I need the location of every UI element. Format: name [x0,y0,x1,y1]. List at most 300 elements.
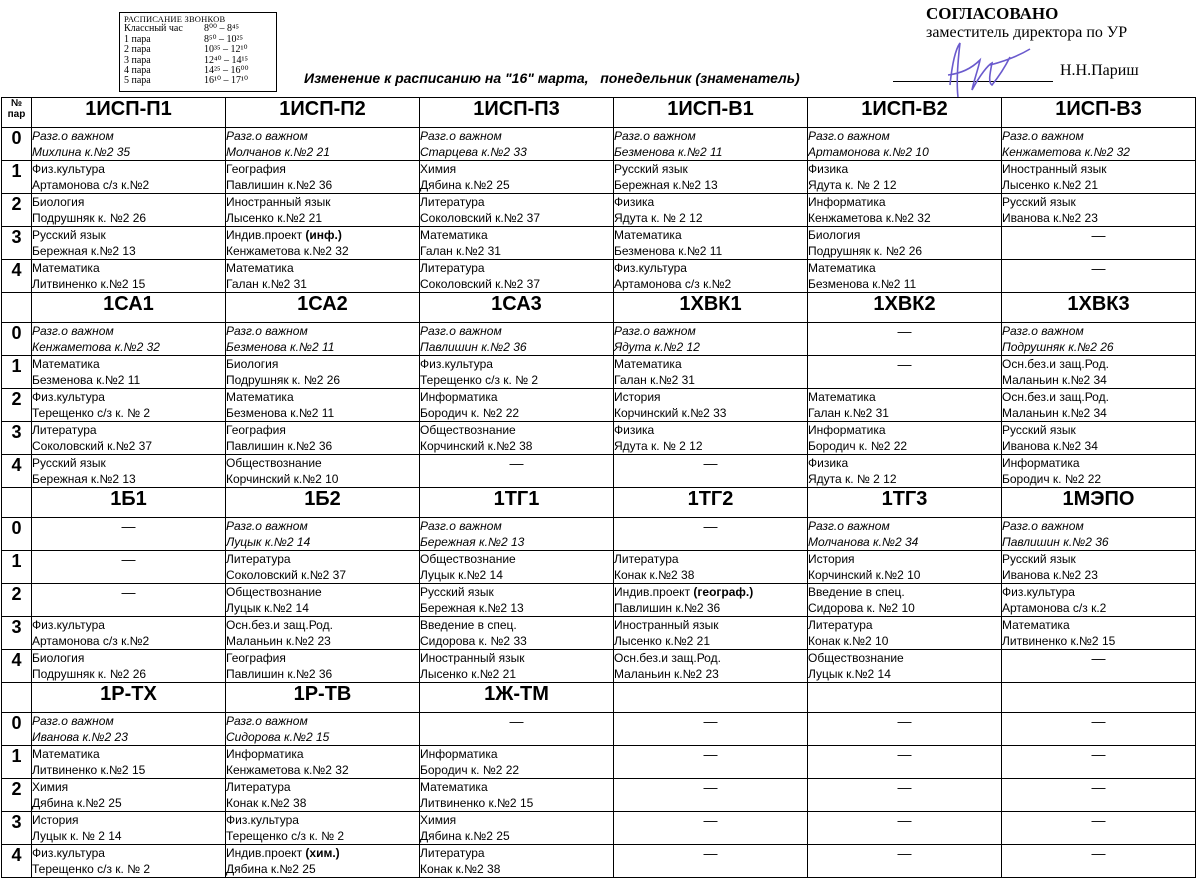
group-name: 1ИСП-П3 [420,98,614,128]
lesson-cell [420,518,614,551]
lesson-row [2,518,1196,551]
empty-lesson-cell: — [808,356,1002,389]
subject: Математика [420,780,488,794]
subject: Математика [32,261,100,275]
subject: Индив.проект (хим.) [226,846,340,860]
teacher-room: Иванова к.№2 23 [1002,568,1098,582]
lesson-cell [420,584,614,617]
subject: Литература [808,618,873,632]
empty-lesson-cell: — [32,518,226,551]
lesson-cell [226,845,420,878]
teacher-room: Маланьин к.№2 23 [614,667,719,681]
teacher-room: Бережная к.№2 13 [420,535,525,549]
number-header: № пар [2,98,32,128]
subject: Осн.без.и защ.Род. [614,651,721,665]
lesson-cell [420,650,614,683]
subject: Физ.культура [32,846,105,860]
lesson-row [2,323,1196,356]
lesson-number: 2 [2,194,32,227]
teacher-room: Павлишин к.№2 36 [226,439,333,453]
lesson-cell [226,422,420,455]
teacher-room: Павлишин к.№2 36 [614,601,721,615]
teacher-room: Терещенко с/з к. № 2 [32,862,151,876]
subject: Литература [614,552,679,566]
empty-lesson-cell: — [420,713,614,746]
teacher-room: Безменова к.№2 11 [226,340,335,354]
group-name: 1Р-ТВ [226,683,420,713]
lesson-number: 1 [2,161,32,194]
teacher-room: Артамонова к.№2 10 [808,145,929,159]
bell-row-label: 5 пара [124,75,151,87]
bell-row-time: 8⁰⁰ – 8⁴⁵ [204,23,239,35]
teacher-room: Павлишин к.№2 36 [226,667,333,681]
teacher-room: Артамонова с/з к.№2 [32,178,150,192]
group-header-row [2,683,1196,713]
teacher-room: Подрушняк к. №2 26 [226,373,341,387]
teacher-room: Молчанова к.№2 34 [808,535,919,549]
lesson-number: 3 [2,617,32,650]
empty-lesson-cell: — [808,845,1002,878]
teacher-room: Ядута к.№2 12 [614,340,700,354]
subject: Разг.о важном [226,129,308,143]
subject: Физ.культура [614,261,687,275]
teacher-room: Бородич к. №2 22 [808,439,908,453]
subject: Физика [614,423,655,437]
empty-lesson-cell: — [1002,779,1196,812]
teacher-room: Бережная к.№2 13 [32,244,136,258]
group-name: 1ХВК2 [808,293,1002,323]
teacher-room: Луцык к.№2 14 [420,568,503,582]
teacher-room: Бережная к.№2 13 [614,178,718,192]
lesson-number: 1 [2,356,32,389]
empty-lesson-cell: — [808,779,1002,812]
subject: Обществознание [226,585,322,599]
teacher-room: Михлина к.№2 35 [32,145,131,159]
lesson-cell [420,389,614,422]
group-name [808,683,1002,713]
lesson-cell [226,323,420,356]
lesson-number: 2 [2,584,32,617]
teacher-room: Лысенко к.№2 21 [420,667,517,681]
subject: История [32,813,79,827]
teacher-room: Соколовский к.№2 37 [226,568,346,582]
subject: Иностранный язык [1002,162,1107,176]
lesson-cell [420,845,614,878]
subject: Математика [1002,618,1070,632]
teacher-room: Соколовский к.№2 37 [32,439,152,453]
bell-row-label: 3 пара [124,54,151,66]
subject: Разг.о важном [420,324,502,338]
lesson-row [2,845,1196,878]
teacher-room: Лысенко к.№2 21 [614,634,711,648]
teacher-room: Безменова к.№2 11 [614,145,723,159]
lesson-number: 4 [2,455,32,488]
empty-lesson-cell: — [32,551,226,584]
teacher-room: Ядута к. № 2 12 [614,211,703,225]
group-name: 1ТГ3 [808,488,1002,518]
subject: Разг.о важном [808,129,890,143]
lesson-cell [32,161,226,194]
teacher-room: Луцык к. № 2 14 [32,829,122,843]
empty-lesson-cell: — [1002,650,1196,683]
group-name: 1ХВК3 [1002,293,1196,323]
subject: Разг.о важном [614,129,696,143]
teacher-room: Молчанов к.№2 21 [226,145,330,159]
subject: Литература [420,195,485,209]
teacher-room: Литвиненко к.№2 15 [32,277,146,291]
subject: География [226,162,286,176]
subject: Информатика [226,747,304,761]
subject: Индив.проект (инф.) [226,228,342,242]
lesson-row [2,713,1196,746]
lesson-number: 1 [2,551,32,584]
teacher-room: Галан к.№2 31 [420,244,501,258]
empty-lesson-cell: — [614,779,808,812]
teacher-room: Корчинский к.№2 10 [226,472,339,486]
subject: Иностранный язык [420,651,525,665]
lesson-cell [420,194,614,227]
lesson-number: 0 [2,713,32,746]
subject: Русский язык [1002,552,1076,566]
teacher-room: Луцык к.№2 14 [808,667,891,681]
teacher-room: Кенжаметова к.№2 32 [808,211,931,225]
teacher-room: Иванова к.№2 23 [32,730,128,744]
lesson-cell [32,356,226,389]
bell-row-time: 14²⁵ – 16⁰⁰ [204,65,249,77]
subject: Обществознание [226,456,322,470]
subject: Литература [226,552,291,566]
subject: Физика [808,162,849,176]
approval-role: заместитель директора по УР [926,24,1128,41]
subject: Биология [808,228,861,242]
lesson-row [2,356,1196,389]
subject: Русский язык [1002,195,1076,209]
lesson-cell [32,260,226,293]
teacher-room: Литвиненко к.№2 15 [1002,634,1116,648]
subject: Осн.без.и защ.Род. [1002,357,1109,371]
subject: Литература [420,261,485,275]
lesson-cell [1002,323,1196,356]
empty-lesson-cell: — [614,746,808,779]
lesson-cell [1002,455,1196,488]
subject: Биология [32,195,85,209]
subject: Математика [614,228,682,242]
bell-row-label: 1 пара [124,33,151,45]
teacher-room: Безменова к.№2 11 [808,277,917,291]
schedule-table [1,97,1196,878]
teacher-room: Подрушняк к. №2 26 [32,667,147,681]
subject: Физ.культура [32,390,105,404]
subject: Русский язык [32,228,106,242]
subject: Физ.культура [32,162,105,176]
lesson-cell [808,260,1002,293]
lesson-cell [420,617,614,650]
bell-row-time: 12⁴⁰ – 14¹⁵ [204,54,248,66]
teacher-room: Конак к.№2 38 [226,796,307,810]
lesson-cell [808,455,1002,488]
empty-lesson-cell: — [1002,845,1196,878]
lesson-cell [226,389,420,422]
signature-image [930,35,1040,105]
empty-lesson-cell: — [614,812,808,845]
teacher-room: Галан к.№2 31 [808,406,889,420]
lesson-row [2,779,1196,812]
subject: Обществознание [420,552,516,566]
lesson-row [2,389,1196,422]
lesson-row [2,584,1196,617]
teacher-room: Терещенко с/з к. № 2 [420,373,539,387]
subject: Информатика [808,423,886,437]
bell-row-label: 2 пара [124,44,151,56]
lesson-cell [226,356,420,389]
lesson-cell [32,227,226,260]
subject: Информатика [420,390,498,404]
lesson-cell [614,650,808,683]
teacher-room: Ядута к. № 2 12 [614,439,703,453]
teacher-room: Кенжаметова к.№2 32 [226,763,349,777]
lesson-cell [808,422,1002,455]
lesson-cell [226,779,420,812]
subject: Информатика [808,195,886,209]
lesson-number: 0 [2,518,32,551]
lesson-cell [32,194,226,227]
lesson-number: 4 [2,650,32,683]
bell-row-label: 4 пара [124,65,151,77]
lesson-cell [32,389,226,422]
lesson-cell [1002,356,1196,389]
teacher-room: Бородич к. №2 22 [1002,472,1102,486]
lesson-cell [32,779,226,812]
subject: Биология [32,651,85,665]
lesson-cell [808,518,1002,551]
subject: Осн.без.и защ.Род. [1002,390,1109,404]
bell-row-time: 8⁵⁰ – 10²⁵ [204,33,243,45]
lesson-cell [420,128,614,161]
subject: Литература [32,423,97,437]
lesson-cell [226,260,420,293]
lesson-cell [1002,551,1196,584]
teacher-room: Безменова к.№2 11 [32,373,141,387]
lesson-cell [1002,194,1196,227]
teacher-room: Лысенко к.№2 21 [1002,178,1099,192]
lesson-cell [226,128,420,161]
teacher-room: Подрушняк к. №2 26 [808,244,923,258]
lesson-cell [226,194,420,227]
lesson-row [2,746,1196,779]
group-name: 1ТГ2 [614,488,808,518]
lesson-row [2,260,1196,293]
lesson-cell [614,128,808,161]
teacher-room: Иванова к.№2 34 [1002,439,1098,453]
lesson-cell [1002,128,1196,161]
lesson-cell [614,584,808,617]
teacher-room: Сидорова к.№2 15 [226,730,330,744]
lesson-row [2,422,1196,455]
subject: Информатика [420,747,498,761]
teacher-room: Маланьин к.№2 34 [1002,406,1107,420]
lesson-row [2,227,1196,260]
teacher-room: Соколовский к.№2 37 [420,211,540,225]
empty-lesson-cell: — [32,584,226,617]
lesson-cell [614,194,808,227]
teacher-room: Безменова к.№2 11 [226,406,335,420]
subject: Введение в спец. [420,618,517,632]
subject: История [808,552,855,566]
bell-schedule-rows [124,24,272,86]
teacher-room: Подрушняк к. №2 26 [32,211,147,225]
subject: Математика [614,357,682,371]
teacher-room: Павлишин к.№2 36 [1002,535,1109,549]
subject: Обществознание [808,651,904,665]
subject: Иностранный язык [614,618,719,632]
group-name [614,683,808,713]
teacher-room: Дябина к.№2 25 [226,862,316,876]
lesson-row [2,161,1196,194]
number-header-empty [2,293,32,323]
bell-row-time: 16¹⁰ – 17¹⁰ [204,75,249,87]
bell-schedule-box [119,12,277,92]
teacher-room: Луцык к.№2 14 [226,535,311,549]
teacher-room: Галан к.№2 31 [614,373,695,387]
subject: Разг.о важном [614,324,696,338]
empty-lesson-cell: — [1002,260,1196,293]
lesson-cell [226,455,420,488]
lesson-row [2,128,1196,161]
teacher-room: Маланьин к.№2 23 [226,634,331,648]
group-name: 1ИСП-П2 [226,98,420,128]
lesson-row [2,650,1196,683]
lesson-cell [614,227,808,260]
group-name: 1ИСП-В1 [614,98,808,128]
lesson-cell [32,812,226,845]
subject: Математика [420,228,488,242]
lesson-number: 3 [2,812,32,845]
bell-row-label: Классный час [124,23,183,35]
lesson-cell [226,227,420,260]
lesson-cell [614,422,808,455]
lesson-number: 4 [2,845,32,878]
teacher-room: Терещенко с/з к. № 2 [32,406,151,420]
empty-lesson-cell: — [808,713,1002,746]
teacher-room: Старцева к.№2 33 [420,145,527,159]
lesson-cell [808,128,1002,161]
subject: Введение в спец. [808,585,905,599]
subject: Русский язык [420,585,494,599]
subject: Информатика [1002,456,1080,470]
subject: Физ.культура [420,357,493,371]
teacher-room: Сидорова к. №2 10 [808,601,915,615]
lesson-cell [1002,161,1196,194]
group-header-row [2,293,1196,323]
group-name: 1Р-ТХ [32,683,226,713]
teacher-room: Бородич к. №2 22 [420,763,520,777]
subject: Химия [420,162,457,176]
lesson-cell [614,260,808,293]
lesson-cell [226,812,420,845]
lesson-cell [808,161,1002,194]
teacher-room: Дябина к.№2 25 [32,796,122,810]
empty-lesson-cell: — [1002,713,1196,746]
subject: Индив.проект (географ.) [614,585,754,599]
group-name: 1Б1 [32,488,226,518]
lesson-cell [226,617,420,650]
lesson-number: 2 [2,389,32,422]
group-header-row [2,98,1196,128]
lesson-cell [32,128,226,161]
subject: Разг.о важном [226,519,308,533]
subject: История [614,390,661,404]
change-title: Изменение к расписанию на "16" марта, понедельник (знаменатель) [304,70,800,86]
lesson-cell [420,260,614,293]
group-name: 1ИСП-В2 [808,98,1002,128]
subject: Физика [614,195,655,209]
subject: География [226,651,286,665]
empty-lesson-cell: — [808,323,1002,356]
empty-lesson-cell: — [614,845,808,878]
subject: Физ.культура [32,618,105,632]
group-name [1002,683,1196,713]
lesson-number: 1 [2,746,32,779]
number-header-empty [2,488,32,518]
teacher-room: Кенжаметова к.№2 32 [1002,145,1130,159]
teacher-room: Кенжаметова к.№2 32 [226,244,349,258]
subject: Разг.о важном [420,519,502,533]
subject: Разг.о важном [226,324,308,338]
teacher-room: Бережная к.№2 13 [420,601,524,615]
lesson-cell [32,422,226,455]
subject: Русский язык [614,162,688,176]
lesson-cell [420,356,614,389]
bell-row [124,76,272,86]
teacher-room: Корчинский к.№2 33 [614,406,727,420]
lesson-number: 0 [2,128,32,161]
lesson-number: 3 [2,227,32,260]
subject: Литература [226,780,291,794]
lesson-cell [226,650,420,683]
teacher-room: Бережная к.№2 13 [32,472,136,486]
lesson-cell [1002,389,1196,422]
teacher-room: Бородич к. №2 22 [420,406,520,420]
subject: Математика [32,747,100,761]
group-name: 1СА1 [32,293,226,323]
teacher-room: Литвиненко к.№2 15 [32,763,146,777]
lesson-cell [420,812,614,845]
subject: Литература [420,846,485,860]
empty-lesson-cell: — [614,455,808,488]
teacher-room: Подрушняк к.№2 26 [1002,340,1114,354]
group-name: 1ХВК1 [614,293,808,323]
lesson-row [2,617,1196,650]
subject: Обществознание [420,423,516,437]
teacher-room: Конак к.№2 10 [808,634,889,648]
bell-schedule-title: РАСПИСАНИЕ ЗВОНКОВ [124,14,226,24]
group-name: 1Б2 [226,488,420,518]
subject: Разг.о важном [1002,324,1084,338]
lesson-row [2,812,1196,845]
empty-lesson-cell: — [614,713,808,746]
lesson-cell [614,161,808,194]
lesson-cell [420,779,614,812]
teacher-room: Дябина к.№2 25 [420,178,510,192]
teacher-room: Галан к.№2 31 [226,277,307,291]
lesson-cell [614,551,808,584]
teacher-room: Терещенко с/з к. № 2 [226,829,345,843]
teacher-room: Маланьин к.№2 34 [1002,373,1107,387]
teacher-room: Соколовский к.№2 37 [420,277,540,291]
teacher-room: Конак к.№2 38 [614,568,695,582]
teacher-room: Лысенко к.№2 21 [226,211,323,225]
lesson-cell [1002,422,1196,455]
